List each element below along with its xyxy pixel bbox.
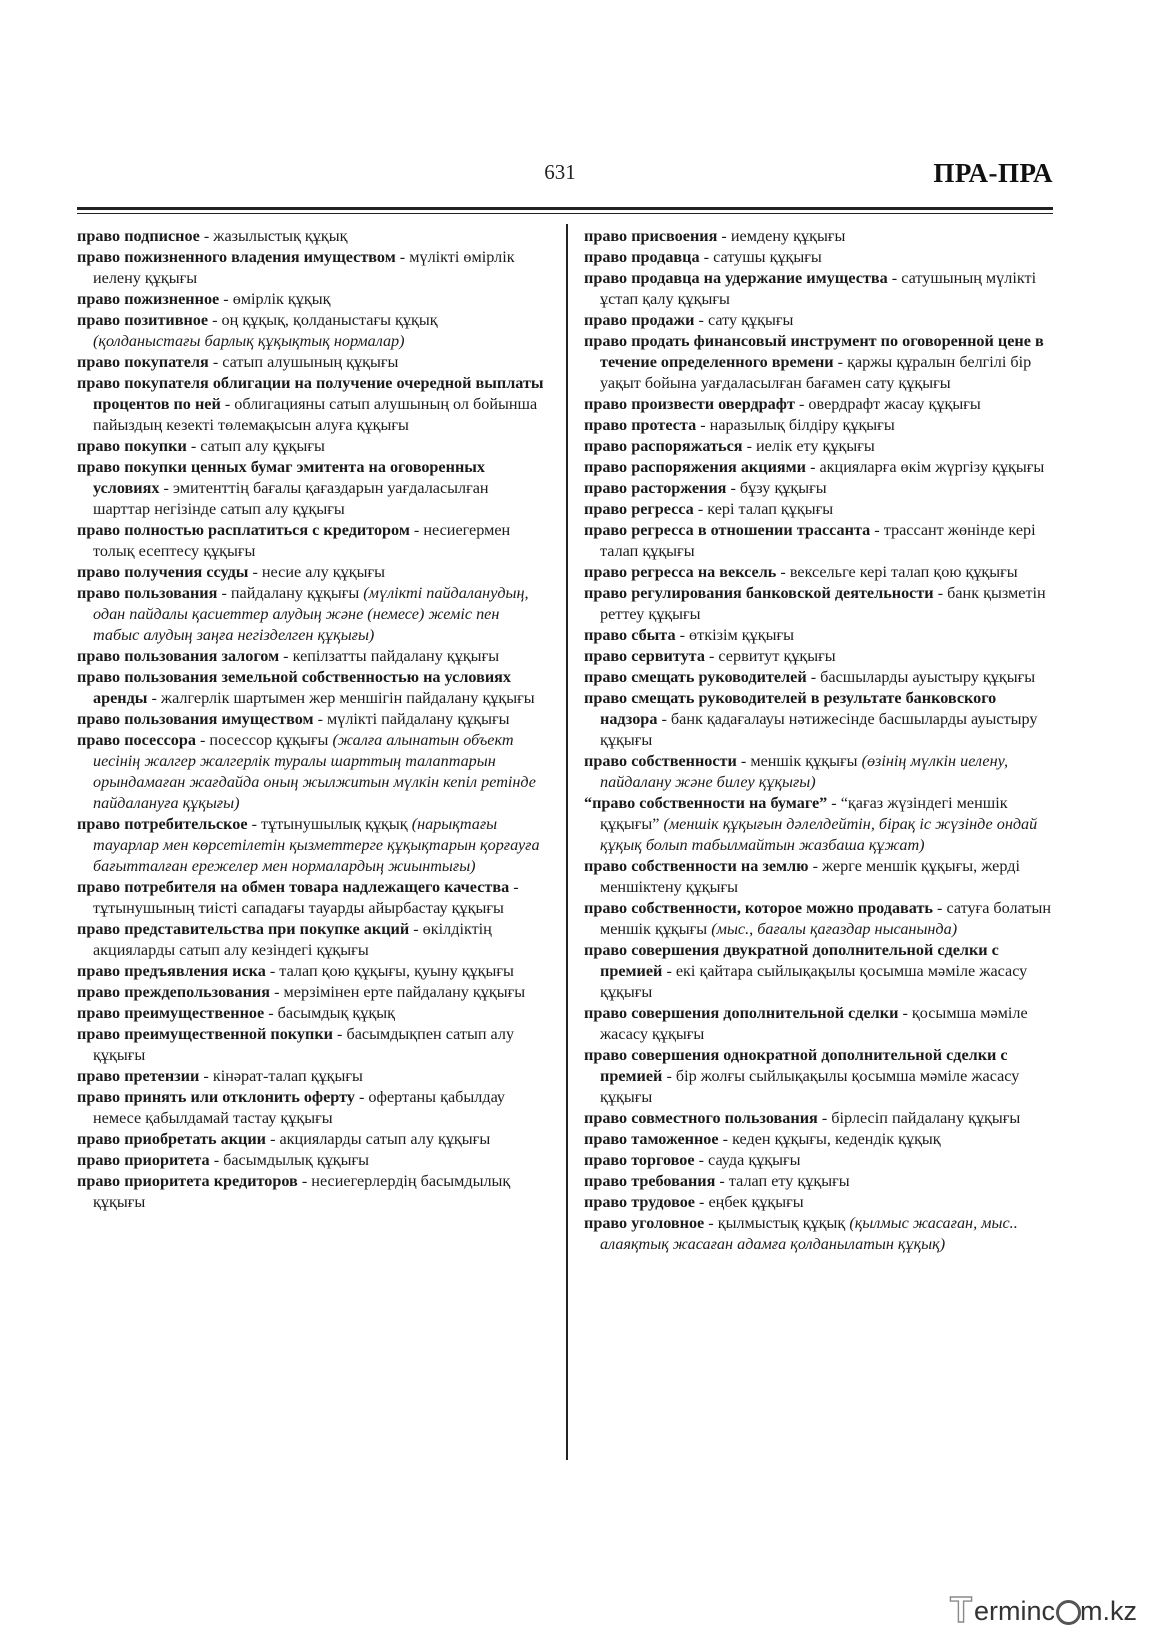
entry-term: право торговое xyxy=(584,1151,695,1169)
dictionary-entry xyxy=(77,1087,547,1129)
entry-term: право покупателя xyxy=(77,353,209,371)
entry-term: право продать финансовый инструмент по оговоренной цене в течение определенного времени xyxy=(584,332,1044,371)
dictionary-entry xyxy=(584,583,1054,625)
dictionary-entry xyxy=(584,1003,1054,1045)
entry-translation: - мүлікті өмірлік иелену құқығы xyxy=(93,248,515,287)
entry-term: право совершения дополнительной сделки xyxy=(584,1004,899,1022)
entry-translation: - посессор құқығы xyxy=(195,731,333,749)
entry-note: (жалға алынатын объект иесінің жалгер жалгерлік туралы шарттың талаптарын орындамаған жағдайда оның жылжитын мүлкін кепіл ретінде пайдалануға құқығы) xyxy=(93,731,536,812)
header-rule-thin xyxy=(77,213,1053,214)
entry-translation: - кінәрат-талап құқығы xyxy=(199,1067,363,1085)
dictionary-entry xyxy=(77,982,547,1003)
header-rule xyxy=(77,207,1053,210)
entry-term: право претензии xyxy=(77,1067,200,1085)
entry-translation: - жалгерлік шартымен жер меншігін пайдалану құқығы xyxy=(147,689,535,707)
entry-note: (өзінің мүлкін иелену, пайдалану және билеу құқығы) xyxy=(600,752,1009,791)
dictionary-entry xyxy=(77,667,547,709)
page-number: 631 xyxy=(544,160,576,184)
dictionary-entry xyxy=(77,352,547,373)
entry-term: право пользования земельной собственностью на условиях аренды xyxy=(77,668,512,707)
entry-translation: - несиегермен толық есептесу құқығы xyxy=(93,521,511,560)
logo-globe-icon xyxy=(1056,1600,1081,1625)
entry-term: право совершения двукратной дополнительной сделки с премией xyxy=(584,941,999,980)
entry-translation: - иелік ету құқығы xyxy=(742,437,875,455)
entry-translation: - акцияларды сатып алу құқығы xyxy=(266,1130,491,1148)
entry-translation: - акцияларға өкім жүргізу құқығы xyxy=(806,458,1045,476)
entry-translation: - вексельге кері талап қою құқығы xyxy=(776,563,1018,581)
dictionary-entry xyxy=(584,415,1054,436)
entry-translation: - екі қайтара сыйлықақылы қосымша мәміле жасасу құқығы xyxy=(600,962,1028,1001)
entry-note: (қолданыстағы барлық құқықтық нормалар) xyxy=(93,332,405,350)
entry-term: право полностью расплатиться с кредитором xyxy=(77,521,410,539)
dictionary-entry xyxy=(584,436,1054,457)
entry-translation: - оң құқық, қолданыстағы құқық xyxy=(208,311,438,329)
dictionary-entry xyxy=(584,457,1054,478)
entry-term: право распоряжения акциями xyxy=(584,458,807,476)
terminco-logo xyxy=(950,1590,1150,1630)
dictionary-entry xyxy=(77,877,547,919)
entry-term: право совместного пользования xyxy=(584,1109,818,1127)
dictionary-entry xyxy=(584,793,1054,856)
entry-translation: - сервитут құқығы xyxy=(704,647,836,665)
dictionary-entry xyxy=(584,646,1054,667)
entry-term: право присвоения xyxy=(584,227,718,245)
dictionary-entry xyxy=(584,688,1054,751)
entry-term: право регресса в отношении трассанта xyxy=(584,521,871,539)
entry-term: право собственности xyxy=(584,752,737,770)
entry-term: право регулирования банковской деятельности xyxy=(584,584,934,602)
entry-translation: - жерге меншік құқығы, жерді меншіктену құқығы xyxy=(600,857,1020,896)
dictionary-entry xyxy=(77,919,547,961)
entry-translation: - сату құқығы xyxy=(694,311,794,329)
entry-term: право потребителя на обмен товара надлежащего качества xyxy=(77,878,510,896)
dictionary-entry xyxy=(77,1003,547,1024)
entry-translation: - “қағаз жүзіндегі меншік құқығы” xyxy=(600,794,1008,833)
entry-translation: - несиегерлердің басымдылық құқығы xyxy=(93,1172,511,1211)
entry-term: право пожизненное xyxy=(77,290,220,308)
entry-term: “право собственности на бумаге” xyxy=(584,794,828,812)
dictionary-entry xyxy=(77,1024,547,1066)
entry-translation: - сатуға болатын меншік құқығы xyxy=(600,899,1051,938)
page-range-heading: ПРА-ПРА xyxy=(933,158,1053,188)
entry-translation: - офертаны қабылдау немесе қабылдамай тастау құқығы xyxy=(93,1088,506,1127)
dictionary-entry xyxy=(584,562,1054,583)
entry-term: право потребительское xyxy=(77,815,248,833)
dictionary-entry xyxy=(77,226,547,247)
entry-term: право сервитута xyxy=(584,647,705,665)
entry-translation: - сатушы құқығы xyxy=(699,248,822,266)
dictionary-entry xyxy=(584,625,1054,646)
entry-term: право позитивное xyxy=(77,311,209,329)
dictionary-entry xyxy=(584,247,1054,268)
entry-translation: - банк қадағалауы нәтижесінде басшыларды ауыстыру құқығы xyxy=(600,710,1038,749)
entry-term: право уголовное xyxy=(584,1214,705,1232)
entry-translation: - мүлікті пайдалану құқығы xyxy=(313,710,510,728)
entry-term: право пользования имуществом xyxy=(77,710,314,728)
dictionary-entry xyxy=(77,1171,547,1213)
dictionary-entry xyxy=(584,751,1054,793)
entry-translation: - бұзу құқығы xyxy=(726,479,827,497)
entry-term: право пользования xyxy=(77,584,218,602)
entry-translation: - еңбек құқығы xyxy=(695,1193,804,1211)
dictionary-entry xyxy=(77,583,547,646)
dictionary-entry xyxy=(77,1129,547,1150)
dictionary-entry xyxy=(584,898,1054,940)
dictionary-entry xyxy=(77,730,547,814)
entry-translation: - сатушының мүлікті ұстап қалу құқығы xyxy=(600,269,1037,308)
entry-translation: - мерзімінен ерте пайдалану құқығы xyxy=(270,983,526,1001)
entry-term: право произвести овердрафт xyxy=(584,395,795,413)
dictionary-entry xyxy=(584,499,1054,520)
entry-translation: - несие алу құқығы xyxy=(248,563,385,581)
dictionary-entry xyxy=(584,310,1054,331)
entry-term: право трудовое xyxy=(584,1193,695,1211)
dictionary-entry xyxy=(584,1150,1054,1171)
entry-translation: - бірлесіп пайдалану құқығы xyxy=(817,1109,1021,1127)
entry-translation: - талап қою құқығы, қуыну құқығы xyxy=(265,962,514,980)
column-divider xyxy=(566,224,568,1460)
dictionary-entry xyxy=(77,247,547,289)
entry-term: право продавца xyxy=(584,248,700,266)
dictionary-entry xyxy=(77,436,547,457)
entry-translation: - өмірлік құқық xyxy=(219,290,331,308)
dictionary-entry xyxy=(584,1171,1054,1192)
entry-term: право приоритета кредиторов xyxy=(77,1172,298,1190)
dictionary-entry xyxy=(77,310,547,352)
entry-note: (қылмыс жасаған, мыс.. алаяқтық жасаған адамға қолданылатын құқық) xyxy=(600,1214,1018,1253)
entry-note: (меншік құқығын дәлелдейтін, бірақ іс жүзінде ондай құқық болып табылмайтын жазбаша құжат) xyxy=(600,815,1038,854)
entry-term: право покупателя облигации на получение очередной выплаты процентов по ней xyxy=(77,374,544,413)
entry-term: право приоритета xyxy=(77,1151,210,1169)
entry-term: право преждепользования xyxy=(77,983,271,1001)
entry-term: право покупки ценных бумаг эмитента на оговоренных условиях xyxy=(77,458,485,497)
entry-translation: - иемдену құқығы xyxy=(717,227,846,245)
entry-term: право собственности, которое можно продавать xyxy=(584,899,933,917)
entry-translation: - өкілдіктің акцияларды сатып алу кезіндегі құқығы xyxy=(93,920,492,959)
entry-translation: - қосымша мәміле жасасу құқығы xyxy=(600,1004,1028,1043)
entry-translation: - меншік құқығы xyxy=(736,752,862,770)
dictionary-entry xyxy=(584,667,1054,688)
entry-term: право требования xyxy=(584,1172,716,1190)
dictionary-entry xyxy=(77,1150,547,1171)
entry-term: право посессора xyxy=(77,731,196,749)
dictionary-entry xyxy=(584,1213,1054,1255)
entry-translation: - тұтынушылық құқық xyxy=(247,815,412,833)
logo-letter-t: T xyxy=(950,1589,972,1630)
dictionary-entry xyxy=(584,226,1054,247)
entry-term: право получения ссуды xyxy=(77,563,249,581)
entry-term: право продавца на удержание имущества xyxy=(584,269,888,287)
entry-translation: - облигацияны сатып алушының ол бойынша пайыздың кезекті төлемақысын алуға құқығы xyxy=(93,395,538,434)
entry-translation: - тұтынушының тиісті сападағы тауарды айырбастау құқығы xyxy=(93,878,519,917)
entry-translation: - кепілзатты пайдалану құқығы xyxy=(279,647,500,665)
entry-term: право расторжения xyxy=(584,479,727,497)
entry-term: право продажи xyxy=(584,311,695,329)
entry-translation: - кері талап құқығы xyxy=(693,500,834,518)
dictionary-entry xyxy=(584,856,1054,898)
entry-translation: - сатып алу құқығы xyxy=(186,437,325,455)
entry-translation: - өткізім құқығы xyxy=(675,626,794,644)
dictionary-entry xyxy=(77,709,547,730)
entry-term: право пожизненного владения имуществом xyxy=(77,248,396,266)
entry-term: право предъявления иска xyxy=(77,962,266,980)
dictionary-entry xyxy=(77,1066,547,1087)
entry-translation: - басымдық құқық xyxy=(264,1004,395,1022)
entry-term: право распоряжаться xyxy=(584,437,743,455)
dictionary-entry xyxy=(77,814,547,877)
dictionary-entry xyxy=(584,520,1054,562)
entry-translation: - басымдықпен сатып алу құқығы xyxy=(93,1025,515,1064)
entry-term: право регресса xyxy=(584,500,694,518)
entry-term: право принять или отклонить оферту xyxy=(77,1088,355,1106)
entry-translation: - трассант жөнінде кері талап құқығы xyxy=(600,521,1036,560)
dictionary-entry xyxy=(77,373,547,436)
entry-translation: - сатып алушының құқығы xyxy=(208,353,399,371)
entry-translation: - пайдалану құқығы xyxy=(217,584,364,602)
entry-term: право собственности на землю xyxy=(584,857,809,875)
dictionary-entry xyxy=(77,961,547,982)
dictionary-entry xyxy=(584,1129,1054,1150)
entry-translation: - банк қызметін реттеу құқығы xyxy=(600,584,1046,623)
logo-text: erminc xyxy=(974,1596,1056,1626)
entry-translation: - қылмыстық құқық xyxy=(704,1214,850,1232)
entry-translation: - эмитенттің бағалы қағаздарын уағдаласылған шарттар негізінде сатып алу құқығы xyxy=(93,479,489,518)
entry-term: право смещать руководителей в результате банковского надзора xyxy=(584,689,997,728)
entry-translation: - кеден құқығы, кедендік құқық xyxy=(718,1130,941,1148)
entry-term: право преимущественное xyxy=(77,1004,265,1022)
dictionary-entry xyxy=(584,1108,1054,1129)
entry-term: право совершения однократной дополнительной сделки с премией xyxy=(584,1046,1008,1085)
dictionary-entry xyxy=(584,940,1054,1003)
dictionary-entry xyxy=(77,457,547,520)
right-column xyxy=(584,226,1054,1255)
dictionary-entry xyxy=(77,289,547,310)
left-column xyxy=(77,226,547,1213)
dictionary-entry xyxy=(584,478,1054,499)
entry-term: право регресса на вексель xyxy=(584,563,777,581)
dictionary-entry xyxy=(584,1045,1054,1108)
dictionary-entry xyxy=(584,331,1054,394)
dictionary-entry xyxy=(584,1192,1054,1213)
entry-translation: - овердрафт жасау құқығы xyxy=(794,395,981,413)
entry-note: (мыс., бағалы қағаздар нысанында) xyxy=(711,920,958,938)
entry-term: право покупки xyxy=(77,437,187,455)
entry-term: право протеста xyxy=(584,416,697,434)
entry-translation: - қаржы құралын белгілі бір уақыт бойына уағдаласылған бағамен сату құқығы xyxy=(600,353,1032,392)
dictionary-entry xyxy=(584,394,1054,415)
entry-term: право сбыта xyxy=(584,626,676,644)
entry-translation: - наразылық білдіру құқығы xyxy=(696,416,895,434)
entry-translation: - талап ету құқығы xyxy=(715,1172,850,1190)
entry-term: право пользования залогом xyxy=(77,647,280,665)
entry-term: право представительства при покупке акций xyxy=(77,920,410,938)
entry-note: (мүлікті пайдаланудың, одан пайдалы қасиеттер алудың және (немесе) жеміс пен табыс алудың заңға негізделген құқығы) xyxy=(93,584,529,644)
entry-term: право приобретать акции xyxy=(77,1130,267,1148)
entry-term: право смещать руководителей xyxy=(584,668,807,686)
entry-term: право таможенное xyxy=(584,1130,719,1148)
entry-translation: - бір жолғы сыйлықақылы қосымша мәміле жасасу құқығы xyxy=(600,1067,1020,1106)
entry-note: (нарықтағы тауарлар мен көрсетілетін қызметтерге құқықтарын қорғауға бағытталған ережелер мен нормалардың жиынтығы) xyxy=(93,815,540,875)
entry-translation: - басымдылық құқығы xyxy=(209,1151,370,1169)
dictionary-entry xyxy=(77,562,547,583)
logo-domain: m.kz xyxy=(1080,1596,1137,1626)
dictionary-entry xyxy=(77,520,547,562)
entry-translation: - сауда құқығы xyxy=(694,1151,801,1169)
entry-term: право подписное xyxy=(77,227,200,245)
dictionary-entry xyxy=(77,646,547,667)
entry-term: право преимущественной покупки xyxy=(77,1025,333,1043)
entry-translation: - жазылыстық құқық xyxy=(199,227,348,245)
entry-translation: - басшыларды ауыстыру құқығы xyxy=(806,668,1036,686)
dictionary-entry xyxy=(584,268,1054,310)
